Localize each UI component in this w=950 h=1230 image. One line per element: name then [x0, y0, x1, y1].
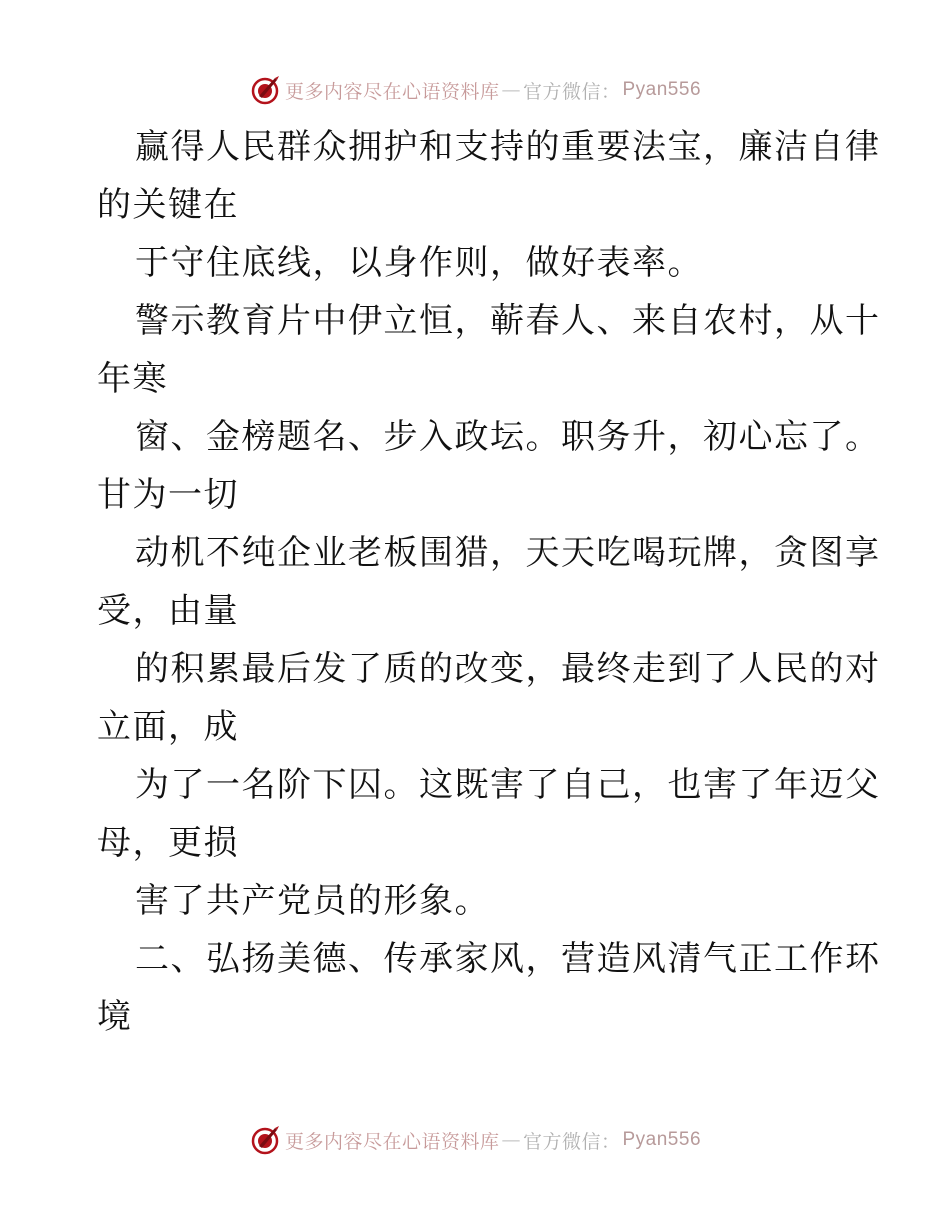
footer-banner: [0, 1120, 950, 1160]
body-text: [97, 118, 881, 1046]
text-line: 为了一名阶下囚。这既害了自己，也害了年迈父: [135, 765, 881, 805]
text-line: 的关键在: [97, 185, 239, 225]
text-line: 动机不纯企业老板围猎，天天吃喝玩牌，贪图享: [135, 533, 881, 573]
text-line: 的积累最后发了质的改变，最终走到了人民的对: [135, 649, 881, 689]
text-line: 赢得人民群众拥护和支持的重要法宝，廉洁自律: [135, 127, 881, 167]
text-line: 立面，成: [97, 707, 239, 747]
banner-wechat-label: 官方微信：: [522, 1130, 621, 1153]
section-heading-line: 二、弘扬美德、传承家风，营造风清气正工作环: [135, 939, 881, 979]
banner-wechat-handle: Pyan556: [622, 79, 702, 100]
section-heading-line: 境: [97, 997, 133, 1037]
text-line: 甘为一切: [97, 475, 239, 515]
banner-wechat-label: 官方微信：: [522, 80, 621, 103]
text-line: 年寒: [97, 359, 168, 399]
header-banner: [0, 70, 950, 110]
text-line: 母，更损: [97, 823, 239, 863]
banner-wechat-handle: Pyan556: [622, 1129, 702, 1150]
brand-logo-icon: [249, 74, 281, 106]
text-line: 害了共产党员的形象。: [135, 881, 490, 921]
brand-logo-icon: [249, 1124, 281, 1156]
banner-dash: —: [501, 79, 521, 101]
text-line: 警示教育片中伊立恒，蕲春人、来自农村，从十: [135, 301, 881, 341]
banner-site-text: 更多内容尽在心语资料库: [284, 80, 500, 103]
banner-site-text: 更多内容尽在心语资料库: [284, 1130, 500, 1153]
text-line: 窗、金榜题名、步入政坛。职务升，初心忘了。: [135, 417, 881, 457]
banner-dash: —: [501, 1129, 521, 1151]
text-line: 于守住底线，以身作则，做好表率。: [135, 243, 703, 283]
text-line: 受，由量: [97, 591, 239, 631]
